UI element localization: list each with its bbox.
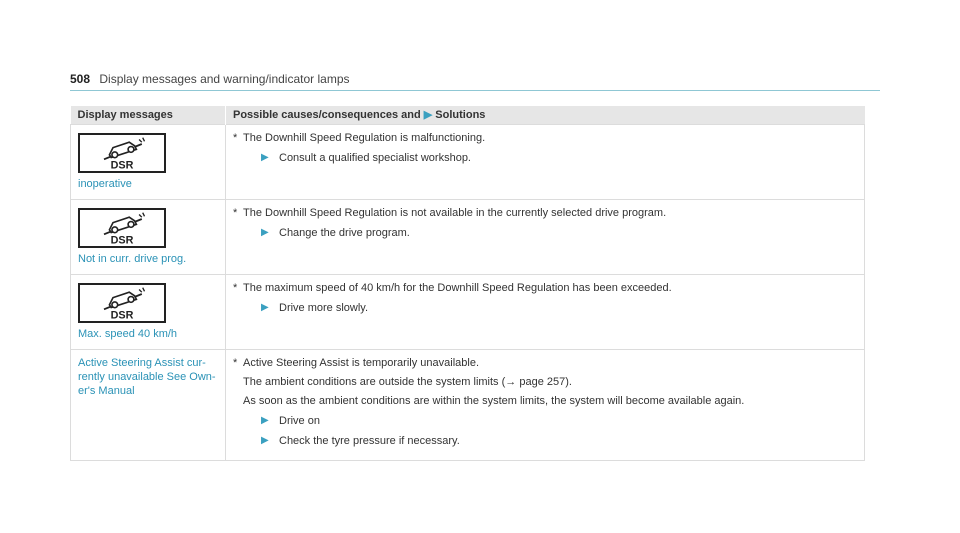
cause-text — [233, 206, 857, 220]
cause-label: The maximum speed of 40 km/h for the Downhill Speed Regulation has been exceeded. — [243, 282, 672, 294]
message-cell — [71, 125, 226, 200]
solution-text: Drive more slowly. — [279, 302, 369, 314]
solution-item — [261, 434, 857, 448]
cause-label: Active Steering Assist is temporarily unavailable. — [243, 357, 479, 369]
col-header-causes-text: Possible causes/consequences and — [233, 109, 421, 121]
solutions-arrow-icon: ▶ — [423, 109, 433, 121]
cause-detail: The ambient conditions are outside the system limits (→ page 257). — [243, 376, 572, 388]
message-cell — [71, 350, 226, 461]
star-marker: * — [233, 132, 238, 144]
cause-cell — [226, 350, 865, 461]
star-marker: * — [233, 357, 238, 369]
page-number: 508 — [70, 72, 91, 86]
play-arrow-icon: ▶ — [261, 302, 269, 313]
solution-text: Drive on — [279, 415, 320, 427]
dsr-icon-label: DSR — [110, 234, 134, 247]
display-messages-table — [70, 106, 865, 461]
star-marker: * — [233, 207, 238, 219]
display-message-line: rently unavailable See Own- — [78, 371, 216, 383]
table-row — [71, 125, 865, 200]
col-header-solutions-text: Solutions — [435, 109, 486, 121]
dsr-icon-label: DSR — [110, 309, 134, 322]
solution-item — [261, 301, 857, 315]
solution-item — [261, 414, 857, 428]
display-message-line: er's Manual — [78, 385, 135, 397]
message-cell — [71, 200, 226, 275]
cause-cell — [226, 200, 865, 275]
dsr-icon — [78, 133, 166, 173]
solution-item — [261, 226, 857, 240]
cause-cell — [226, 275, 865, 350]
cause-detail: As soon as the ambient conditions are within the system limits, the system will become available again. — [243, 395, 745, 407]
page-title: Display messages and warning/indicator lamps — [99, 72, 350, 86]
page-header — [70, 72, 880, 91]
star-marker: * — [233, 282, 238, 294]
dsr-icon-label: DSR — [110, 159, 134, 172]
table-row — [71, 350, 865, 461]
cause-text — [233, 281, 857, 295]
col-header-messages: Display messages — [71, 106, 226, 125]
solution-text: Change the drive program. — [279, 227, 410, 239]
dsr-icon — [78, 208, 166, 248]
table-row — [71, 275, 865, 350]
play-arrow-icon: ▶ — [261, 152, 269, 163]
solution-text: Consult a qualified specialist workshop. — [279, 152, 471, 164]
solution-text: Check the tyre pressure if necessary. — [279, 435, 460, 447]
display-message: Not in curr. drive prog. — [78, 253, 187, 265]
display-message-line: Active Steering Assist cur- — [78, 357, 206, 369]
message-cell — [71, 275, 226, 350]
table-row — [71, 200, 865, 275]
cause-label: The Downhill Speed Regulation is not available in the currently selected drive program. — [243, 207, 667, 219]
cause-cell — [226, 125, 865, 200]
display-message: inoperative — [78, 178, 132, 190]
cause-text — [233, 356, 857, 370]
display-message: Max. speed 40 km/h — [78, 328, 178, 340]
solution-item — [261, 151, 857, 165]
cause-label: The Downhill Speed Regulation is malfunctioning. — [243, 132, 486, 144]
play-arrow-icon: ▶ — [261, 435, 269, 446]
col-header-causes — [226, 106, 865, 125]
play-arrow-icon: ▶ — [261, 415, 269, 426]
cause-text — [233, 131, 857, 145]
dsr-icon — [78, 283, 166, 323]
play-arrow-icon: ▶ — [261, 227, 269, 238]
